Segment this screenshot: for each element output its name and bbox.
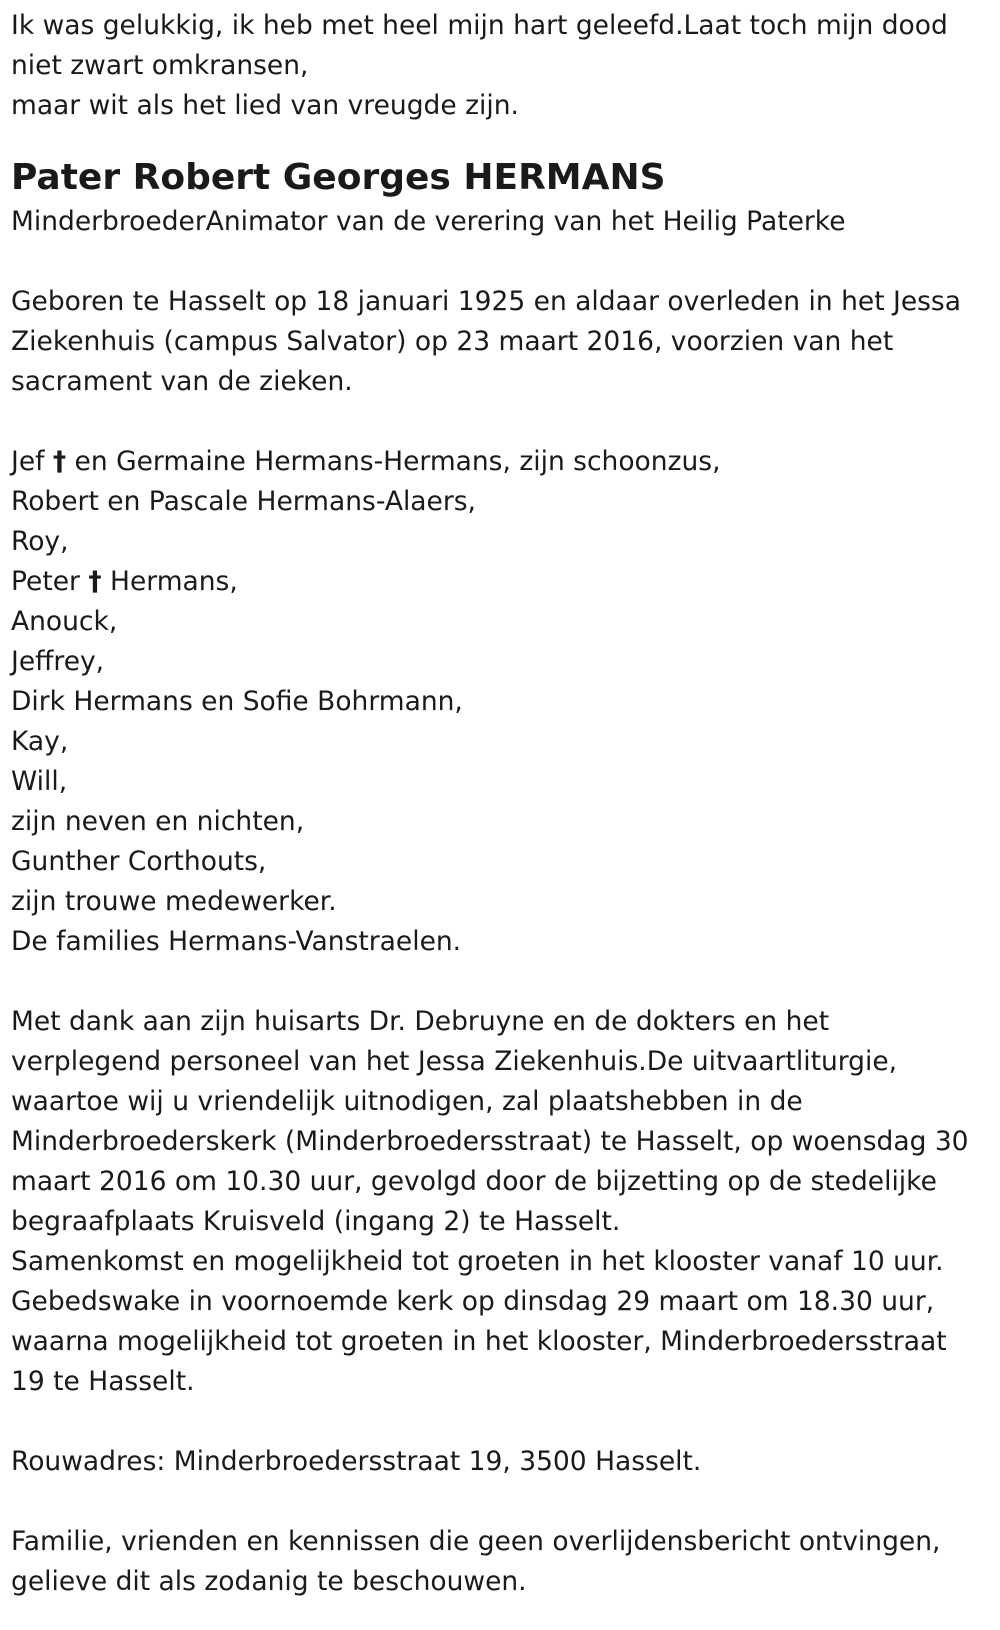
cross-icon: † xyxy=(88,566,102,597)
funeral-line: maart 2016 om 10.30 uur, gevolgd door de bijzetting op de stedelijke xyxy=(11,1166,937,1197)
family-line: Anouck, xyxy=(11,606,118,637)
motto-line: Ik was gelukkig, ik heb met heel mijn hart geleefd.Laat toch mijn dood xyxy=(11,10,948,41)
spacer xyxy=(11,1402,990,1442)
family-line: De families Hermans-Vanstraelen. xyxy=(11,926,462,957)
closing-paragraph xyxy=(11,1522,990,1602)
spacer xyxy=(11,962,990,1002)
birth-death-line: Geboren te Hasselt op 18 januari 1925 en aldaar overleden in het Jessa xyxy=(11,286,961,317)
family-line: Will, xyxy=(11,766,68,797)
family-line: Jeffrey, xyxy=(11,646,105,677)
family-line: zijn trouwe medewerker. xyxy=(11,886,337,917)
family-line: Robert en Pascale Hermans-Alaers, xyxy=(11,486,476,517)
funeral-line: waarna mogelijkheid tot groeten in het klooster, Minderbroedersstraat xyxy=(11,1326,947,1357)
family-line: Roy, xyxy=(11,526,69,557)
cross-icon: † xyxy=(52,446,67,477)
family-line: Kay, xyxy=(11,726,69,757)
family-list xyxy=(11,442,990,962)
motto-line: niet zwart omkransen, xyxy=(11,50,309,81)
family-name-text: Jef xyxy=(11,446,53,477)
birth-death-line: Ziekenhuis (campus Salvator) op 23 maart 2016, voorzien van het xyxy=(11,326,894,357)
family-line: zijn neven en nichten, xyxy=(11,806,305,837)
funeral-line: 19 te Hasselt. xyxy=(11,1366,195,1397)
funeral-line: Met dank aan zijn huisarts Dr. Debruyne en de dokters en het xyxy=(11,1006,830,1037)
birth-death-paragraph xyxy=(11,282,990,402)
funeral-line: begraafplaats Kruisveld (ingang 2) te Hasselt. xyxy=(11,1206,621,1237)
funeral-line: Minderbroederskerk (Minderbroedersstraat) te Hasselt, op woensdag 30 xyxy=(11,1126,969,1157)
family-line-jef xyxy=(11,442,990,482)
spacer xyxy=(11,242,990,282)
family-name-text: Peter xyxy=(11,566,89,597)
family-line: Gunther Corthouts, xyxy=(11,846,267,877)
closing-line: Familie, vrienden en kennissen die geen overlijdensbericht ontvingen, xyxy=(11,1526,941,1557)
funeral-line: Samenkomst en mogelijkheid tot groeten in het klooster vanaf 10 uur. xyxy=(11,1246,944,1277)
deceased-title: MinderbroederAnimator van de verering van het Heilig Paterke xyxy=(11,206,846,237)
deceased-name: Pater Robert Georges HERMANS xyxy=(11,157,666,198)
birth-death-line: sacrament van de zieken. xyxy=(11,366,353,397)
family-name-text: en Germaine Hermans-Hermans, zijn schoonzus, xyxy=(66,446,721,477)
funeral-line: verplegend personeel van het Jessa Ziekenhuis.De uitvaartliturgie, xyxy=(11,1046,898,1077)
funeral-line: Gebedswake in voornoemde kerk op dinsdag 29 maart om 18.30 uur, xyxy=(11,1286,935,1317)
closing-line: gelieve dit als zodanig te beschouwen. xyxy=(11,1566,527,1597)
family-line: Dirk Hermans en Sofie Bohrmann, xyxy=(11,686,463,717)
spacer xyxy=(11,402,990,442)
family-line-peter xyxy=(11,562,990,602)
family-name-text: Hermans, xyxy=(101,566,238,597)
mourning-address: Rouwadres: Minderbroedersstraat 19, 3500 Hasselt. xyxy=(11,1446,702,1477)
motto xyxy=(11,6,990,126)
spacer xyxy=(11,1482,990,1522)
motto-line: maar wit als het lied van vreugde zijn. xyxy=(11,90,519,121)
funeral-line: waartoe wij u vriendelijk uitnodigen, zal plaatshebben in de xyxy=(11,1086,803,1117)
funeral-paragraph xyxy=(11,1002,990,1402)
